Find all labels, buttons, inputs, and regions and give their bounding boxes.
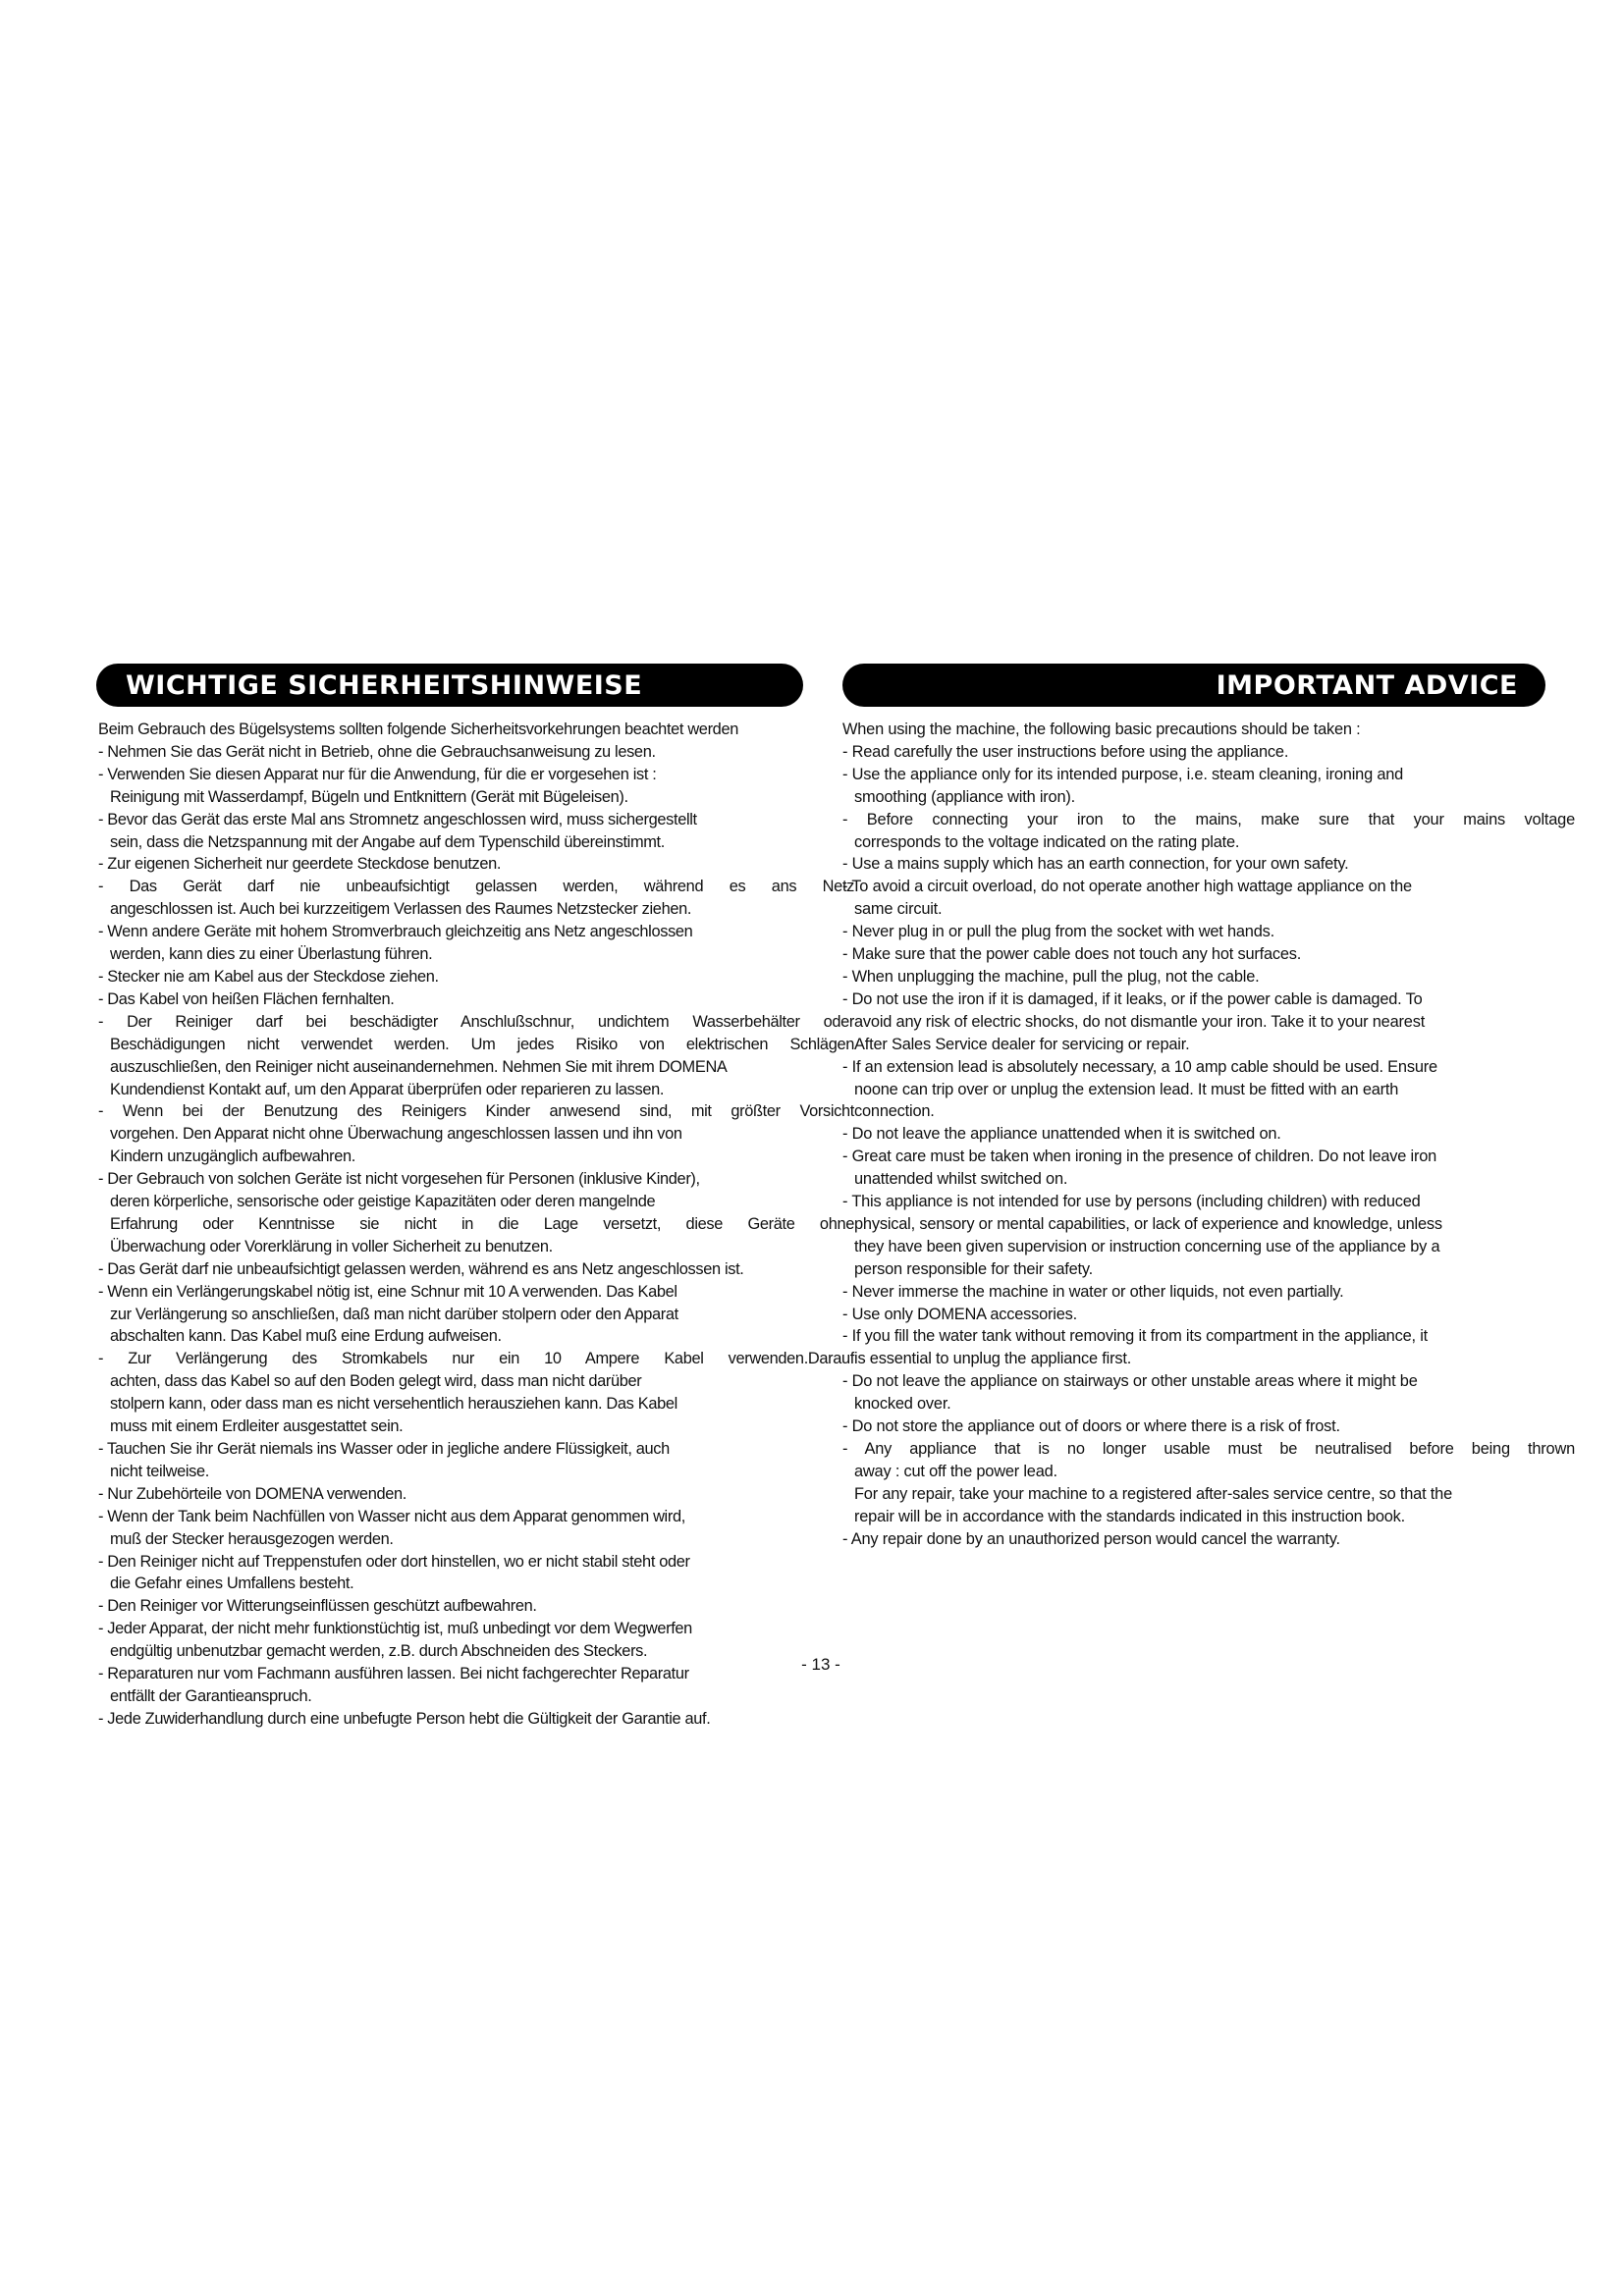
german-text-line: muß der Stecker herausgezogen werden. [110,1529,394,1548]
german-text-line: achten, dass das Kabel so auf den Boden gelegt wird, dass man nicht darüber [110,1372,642,1391]
english-text-line: repair will be in accordance with the standards indicated in this instruction book. [854,1507,1406,1525]
english-text-line: - To avoid a circuit overload, do not operate another high wattage appliance on the [842,878,1412,896]
german-text-line: - Tauchen Sie ihr Gerät niemals ins Wasser oder in jegliche andere Flüssigkeit, auch [98,1440,670,1458]
english-text-line: connection. [854,1102,935,1121]
german-text-line: Beschädigungen nicht verwendet werden. Um jedes Risiko von elektrischen Schlägen [110,1035,854,1053]
german-text-line: - Das Kabel von heißen Flächen fernhalten. [98,989,395,1008]
german-text-line: - Stecker nie am Kabel aus der Steckdose ziehen. [98,967,439,986]
german-text-line: abschalten kann. Das Kabel muß eine Erdung aufweisen. [110,1327,502,1346]
english-text-line: avoid any risk of electric shocks, do not dismantle your iron. Take it to your nearest [854,1012,1426,1031]
english-text-line: - Make sure that the power cable does not touch any hot surfaces. [842,945,1302,964]
german-text-line: - Wenn ein Verlängerungskabel nötig ist, eine Schnur mit 10 A verwenden. Das Kabel [98,1282,677,1301]
german-title-text: WICHTIGE SICHERHEITSHINWEISE [126,669,643,701]
english-text-line: - Do not use the iron if it is damaged, if it leaks, or if the power cable is damaged. To [842,989,1423,1008]
german-text-line: - Jede Zuwiderhandlung durch eine unbefugte Person hebt die Gültigkeit der Garantie auf. [98,1709,711,1728]
german-text-line: angeschlossen ist. Auch bei kurzzeitigem Verlassen des Raumes Netzstecker ziehen. [110,900,692,919]
german-text-line: entfällt der Garantieanspruch. [110,1686,312,1705]
english-text-line: - When unplugging the machine, pull the plug, not the cable. [842,967,1260,986]
english-text-line: they have been given supervision or instruction concerning use of the appliance by a [854,1237,1440,1255]
german-text-line: - Den Reiniger nicht auf Treppenstufen oder dort hinstellen, wo er nicht stabil steht oder [98,1552,690,1571]
german-text-line: sein, dass die Netzspannung mit der Angabe auf dem Typenschild übereinstimmt. [110,832,665,851]
german-text-line: - Den Reiniger vor Witterungseinflüssen geschützt aufbewahren. [98,1597,537,1616]
german-text-line: deren körperliche, sensorische oder geistige Kapazitäten oder deren mangelnde [110,1193,656,1211]
english-text-line: - Do not leave the appliance on stairways or other unstable areas where it might be [842,1372,1418,1391]
english-text-line: - Do not store the appliance out of doors or where there is a risk of frost. [842,1417,1340,1436]
page-number: - 13 - [801,1655,840,1674]
german-text-line: - Reparaturen nur vom Fachmann ausführen lassen. Bei nicht fachgerechter Reparatur [98,1665,689,1683]
english-text-line: For any repair, take your machine to a registered after-sales service centre, so that the [854,1484,1452,1503]
english-safety-text [842,719,1575,1551]
german-text-line: Beim Gebrauch des Bügelsystems sollten folgende Sicherheitsvorkehrungen beachtet werden [98,721,738,738]
english-text-line: - Never immerse the machine in water or other liquids, not even partially. [842,1282,1344,1301]
german-text-line: auszuschließen, den Reiniger nicht auseinandernehmen. Nehmen Sie mit ihrem DOMENA [110,1057,728,1076]
english-text-line: - Great care must be taken when ironing in the presence of children. Do not leave iron [842,1148,1437,1166]
german-safety-text [98,719,854,1731]
english-text-line: person responsible for their safety. [854,1259,1094,1278]
german-text-line: muss mit einem Erdleiter ausgestattet sein. [110,1417,404,1436]
german-section-title [96,664,803,707]
english-text-line: is essential to unplug the appliance first. [854,1350,1132,1368]
english-text-line: - Before connecting your iron to the mains, make sure that your mains voltage [842,810,1575,828]
english-text-line: - Any repair done by an unauthorized person would cancel the warranty. [842,1529,1340,1548]
english-text-line: - This appliance is not intended for use by persons (including children) with reduced [842,1193,1421,1211]
german-text-line: vorgehen. Den Apparat nicht ohne Überwachung angeschlossen lassen und ihn von [110,1125,682,1144]
german-text-line: - Wenn andere Geräte mit hohem Stromverbrauch gleichzeitig ans Netz angeschlossen [98,923,693,941]
german-text-line: Reinigung mit Wasserdampf, Bügeln und Entknittern (Gerät mit Bügeleisen). [110,787,628,806]
english-text-line: - Do not leave the appliance unattended when it is switched on. [842,1125,1281,1144]
english-text-line: - Any appliance that is no longer usable must be neutralised before being thrown [842,1440,1575,1458]
english-text-line: - If you fill the water tank without removing it from its compartment in the appliance, it [842,1327,1429,1346]
english-text-line: - Never plug in or pull the plug from the socket with wet hands. [842,923,1274,941]
german-text-line: - Zur Verlängerung des Stromkabels nur ein 10 Ampere Kabel verwenden.Darauf [98,1350,854,1368]
german-text-line: - Jeder Apparat, der nicht mehr funktionstüchtig ist, muß unbedingt vor dem Wegwerfen [98,1620,692,1638]
english-text-line: corresponds to the voltage indicated on the rating plate. [854,832,1240,851]
german-text-line: - Verwenden Sie diesen Apparat nur für die Anwendung, für die er vorgesehen ist : [98,765,657,783]
english-text-line: - Use only DOMENA accessories. [842,1305,1078,1323]
german-text-line: endgültig unbenutzbar gemacht werden, z.B. durch Abschneiden des Steckers. [110,1642,648,1661]
german-text-line: werden, kann dies zu einer Überlastung führen. [110,945,433,964]
german-text-line: Erfahrung oder Kenntnisse sie nicht in die Lage versetzt, diese Geräte ohne [110,1214,854,1233]
english-text-line: same circuit. [854,900,943,919]
english-title-text: IMPORTANT ADVICE [1216,669,1518,701]
german-text-line: - Nur Zubehörteile von DOMENA verwenden. [98,1484,406,1503]
german-text-line: - Das Gerät darf nie unbeaufsichtigt gelassen werden, während es ans Netz [98,878,854,896]
english-text-line: physical, sensory or mental capabilities, or lack of experience and knowledge, unless [854,1214,1442,1233]
english-text-line: - Use the appliance only for its intended purpose, i.e. steam cleaning, ironing and [842,765,1404,783]
english-text-line: - If an extension lead is absolutely necessary, a 10 amp cable should be used. Ensure [842,1057,1437,1076]
english-text-line: unattended whilst switched on. [854,1170,1068,1189]
german-text-line: zur Verlängerung so anschließen, daß man nicht darüber stolpern oder den Apparat [110,1305,678,1323]
english-text-line: smoothing (appliance with iron). [854,787,1076,806]
german-text-line: nicht teilweise. [110,1462,209,1480]
english-text-line: - Read carefully the user instructions before using the appliance. [842,742,1289,761]
german-text-line: Überwachung oder Vorerklärung in voller Sicherheit zu benutzen. [110,1237,553,1255]
german-text-line: Kindern unzugänglich aufbewahren. [110,1148,355,1166]
german-text-line: - Nehmen Sie das Gerät nicht in Betrieb, ohne die Gebrauchsanweisung zu lesen. [98,742,656,761]
german-text-line: - Der Gebrauch von solchen Geräte ist nicht vorgesehen für Personen (inklusive Kinder), [98,1170,700,1189]
german-text-line: Kundendienst Kontakt auf, um den Apparat überprüfen oder reparieren zu lassen. [110,1080,665,1098]
german-text-line: - Bevor das Gerät das erste Mal ans Stromnetz angeschlossen wird, muss sichergestellt [98,810,697,828]
german-text-line: - Zur eigenen Sicherheit nur geerdete Steckdose benutzen. [98,855,502,874]
english-text-line: knocked over. [854,1395,951,1414]
english-text-line: - Use a mains supply which has an earth connection, for your own safety. [842,855,1349,874]
english-section-title [842,664,1545,707]
german-text-line: - Das Gerät darf nie unbeaufsichtigt gelassen werden, während es ans Netz angeschlossen ist. [98,1259,744,1278]
german-text-line: die Gefahr eines Umfallens besteht. [110,1575,354,1593]
english-text-line: When using the machine, the following basic precautions should be taken : [842,721,1361,738]
german-text-line: - Wenn bei der Benutzung des Reinigers Kinder anwesend sind, mit größter Vorsicht [98,1102,854,1121]
german-text-line: - Wenn der Tank beim Nachfüllen von Wasser nicht aus dem Apparat genommen wird, [98,1507,685,1525]
english-text-line: After Sales Service dealer for servicing or repair. [854,1035,1190,1053]
german-text-line: - Der Reiniger darf bei beschädigter Anschlußschnur, undichtem Wasserbehälter oder [98,1012,854,1031]
english-text-line: noone can trip over or unplug the extension lead. It must be fitted with an earth [854,1080,1399,1098]
english-text-line: away : cut off the power lead. [854,1462,1057,1480]
german-text-line: stolpern kann, oder dass man es nicht versehentlich herausziehen kann. Das Kabel [110,1395,677,1414]
